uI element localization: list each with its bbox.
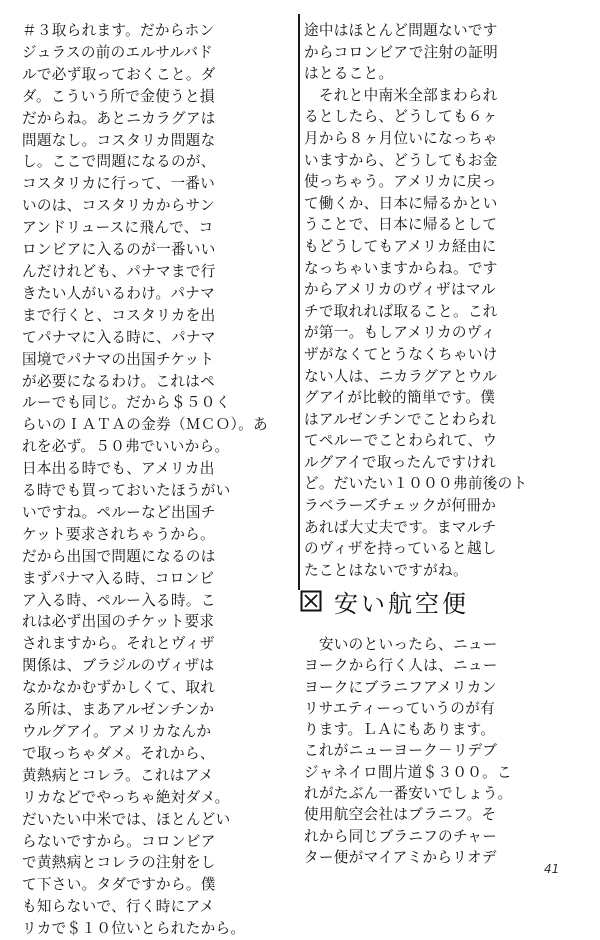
text-line: リカなどでやっちゃ絶対ダメ。 bbox=[22, 788, 230, 806]
text-line: それと中南米全部まわられ bbox=[304, 86, 498, 104]
text-line: ジュラスの前のエルサルバド bbox=[22, 43, 213, 61]
text-line: ウルグアイ。アメリカなんか bbox=[22, 723, 212, 740]
text-line: らないですから。コロンビア bbox=[22, 832, 216, 850]
text-line: 途中はほとんど問題ないです bbox=[304, 22, 498, 39]
text-line: ない人は、ニカラグアとウル bbox=[304, 367, 498, 385]
text-line: だいたい中米では、ほとんどい bbox=[22, 810, 231, 828]
text-line: だからね。あとニカラグアは bbox=[22, 109, 216, 127]
boxed-x-icon bbox=[300, 590, 322, 612]
text-line: チで取れれば取ること。これ bbox=[304, 302, 498, 320]
text-line: が必要になるわけ。これはペ bbox=[22, 372, 216, 390]
text-line: し。ここで問題になるのが、 bbox=[22, 153, 216, 171]
text-line: て下さい。タダですから。僕 bbox=[22, 876, 216, 894]
text-line: のヴィザを持っていると越し bbox=[304, 540, 497, 558]
text-line: ラベラーズチェックが何冊か bbox=[304, 497, 497, 515]
text-line: 問題なし。コスタリカ問題な bbox=[22, 131, 216, 149]
text-line: れから同じブラニフのチャー bbox=[304, 827, 498, 845]
text-line: グアイが比較的簡単です。僕 bbox=[304, 389, 496, 407]
text-line: 月から８ヶ月位いになっちゃ bbox=[304, 129, 498, 147]
text-line: いのは、コスタリカからサン bbox=[22, 197, 215, 215]
text-line: だから出国で問題になるのは bbox=[22, 547, 216, 565]
text-line: が第一。もしアメリカのヴィ bbox=[304, 324, 496, 342]
text-line: ケット要求されちゃうから。 bbox=[22, 525, 215, 543]
text-line: リカで＄１０位いとられたから。 bbox=[22, 920, 246, 938]
text-line: ルーでも同じ。だから＄５０く bbox=[22, 394, 231, 412]
text-line: 安いのといったら、ニュー bbox=[304, 636, 498, 653]
text-line: れを必ず。５０弗でいいから。 bbox=[22, 438, 230, 456]
text-line: 関係は、ブラジルのヴィザは bbox=[22, 657, 215, 675]
text-line: されますから。それとヴィザ bbox=[22, 635, 215, 653]
text-line: らいのＩＡＴＡの金券（ＭＣＯ）。あ bbox=[22, 416, 268, 434]
text-line: て働くか、日本に帰るかとい bbox=[304, 194, 498, 212]
text-line: ア入る時、ペルー入る時。こ bbox=[22, 591, 216, 609]
text-line: ロンビアに入るのが一番いい bbox=[22, 241, 216, 259]
text-line: あれば大丈夫です。まマルチ bbox=[304, 518, 497, 536]
text-line: 黄熱病とコレラ。これはアメ bbox=[22, 766, 214, 784]
text-line: 使っちゃう。アメリカに戻っ bbox=[304, 173, 497, 191]
column-divider bbox=[298, 14, 300, 590]
text-line: なかなかむずかしくて、取れ bbox=[22, 679, 216, 697]
text-line: んだけれども、パナマまで行 bbox=[22, 262, 216, 280]
text-line: ルで必ず取っておくこと。ダ bbox=[22, 65, 216, 83]
text-line: る時でも買っておいたほうがい bbox=[22, 482, 231, 500]
section-heading-text: 安い航空便 bbox=[334, 589, 469, 618]
text-line: たことはないですがね。 bbox=[304, 561, 468, 579]
text-line: ど。だいたい１０００弗前後のト bbox=[304, 475, 528, 493]
text-line: ヨークにブラニフアメリカン bbox=[304, 678, 497, 696]
text-line: ジャネイロ間片道＄３００。こ bbox=[304, 763, 512, 781]
text-line: れがたぶん一番安いでしょう。 bbox=[304, 785, 513, 803]
text-line: ザがなくてとうなくちゃいけ bbox=[304, 345, 498, 363]
left-text-column bbox=[22, 20, 284, 940]
text-line: いですね。ペルーなど出国チ bbox=[22, 503, 216, 521]
text-line: てパナマに入る時に、パナマ bbox=[22, 328, 216, 346]
right-text-column-bottom bbox=[304, 634, 576, 868]
right-text-column-top bbox=[304, 20, 576, 581]
text-line: れは必ず出国のチケット要求 bbox=[22, 613, 215, 631]
text-line: 日本出る時でも、アメリカ出 bbox=[22, 460, 215, 478]
text-line: からアメリカのヴィザはマル bbox=[304, 281, 496, 299]
text-line: 使用航空会社はブラニフ。そ bbox=[304, 806, 497, 824]
text-line: で取っちゃダメ。それから、 bbox=[22, 744, 215, 762]
text-line: なっちゃいますからね。です bbox=[304, 259, 498, 277]
text-line: まずパナマ入る時、コロンビ bbox=[22, 569, 215, 587]
text-line: ります。ＬＡにもあります。 bbox=[304, 721, 496, 739]
text-line: はアルゼンチンでことわられ bbox=[304, 410, 497, 428]
text-line: てペルーでことわられて、ウ bbox=[304, 432, 498, 450]
text-line: まで行くと、コスタリカを出 bbox=[22, 306, 216, 324]
text-line: コスタリカに行って、一番い bbox=[22, 175, 216, 193]
text-line: ヨークから行く人は、ニュー bbox=[304, 657, 498, 675]
text-line: ＃３取られます。だからホン bbox=[22, 22, 215, 39]
page-number: 41 bbox=[544, 862, 560, 876]
text-line: もどうしてもアメリカ経由に bbox=[304, 237, 497, 255]
text-line: ダ。こういう所で金使うと損 bbox=[22, 87, 215, 105]
text-line: る所は、まあアルゼンチンか bbox=[22, 701, 215, 719]
text-line: ルグアイで取ったんですけれ bbox=[304, 453, 497, 471]
text-line: いますから、どうしてもお金 bbox=[304, 151, 498, 169]
text-line: ター便がマイアミからリオデ bbox=[304, 848, 497, 866]
text-line: うことで、日本に帰るとして bbox=[304, 216, 498, 234]
text-line: これがニューヨーク－リデブ bbox=[304, 742, 498, 760]
text-line: で黄熱病とコレラの注射をし bbox=[22, 854, 216, 872]
text-line: 国境でパナマの出国チケット bbox=[22, 350, 215, 368]
text-line: はとること。 bbox=[304, 65, 394, 83]
section-heading bbox=[300, 584, 580, 618]
text-line: アンドリュースに飛んで、コ bbox=[22, 219, 214, 237]
text-line: からコロンビアで注射の証明 bbox=[304, 43, 499, 61]
text-line: リサエティーっていうのが有 bbox=[304, 699, 495, 717]
text-line: きたい人がいるわけ。パナマ bbox=[22, 284, 216, 302]
text-line: も知らないで、行く時にアメ bbox=[22, 898, 215, 916]
text-line: るとしたら、どうしても６ヶ bbox=[304, 108, 498, 126]
